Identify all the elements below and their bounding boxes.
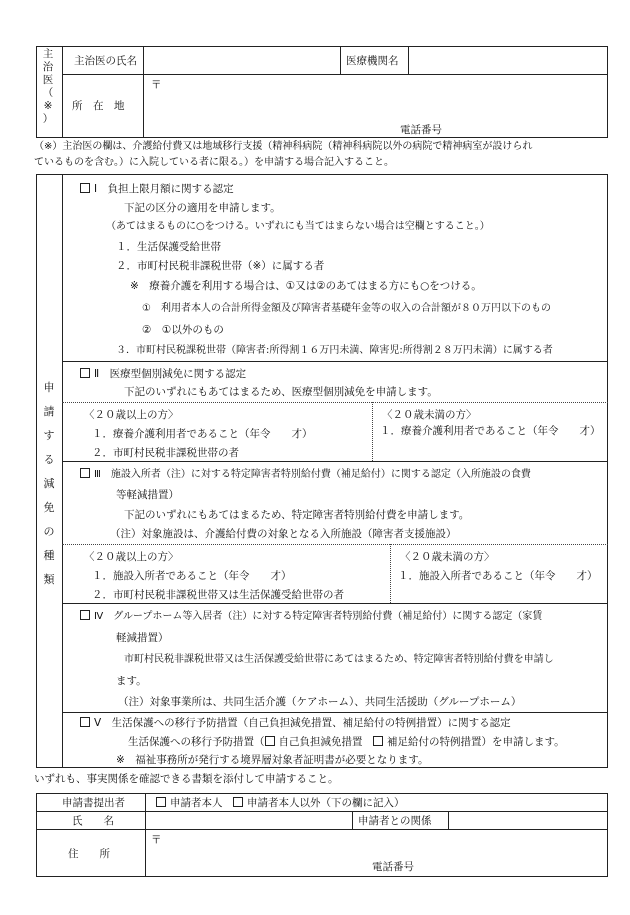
side-char: 請 — [43, 405, 55, 418]
s2-right-1: １．療養介護利用者であること（年令 才） — [380, 425, 601, 437]
institution-label: 医療機関名 — [346, 55, 399, 67]
side-char: の — [43, 525, 55, 538]
s1-line2: （あてはまるものに○をつける。いずれにも当てはまらない場合は空欄とすること。） — [106, 221, 490, 232]
section2-checkbox[interactable] — [80, 368, 90, 378]
section3-title[interactable]: Ⅲ 施設入所者（注）に対する特定障害者特別給付費（補足給付）に関する認定（入所施設の食費 — [80, 468, 531, 482]
reduction-footer-note: いずれも、事実関係を確認できる書類を添付して申請すること。 — [34, 773, 339, 785]
side-char: す — [43, 429, 55, 442]
doctor-note-line2: ているものを含む。）に入院している者に限る。）を申請する場合記入すること。 — [34, 157, 394, 168]
s3-right-1: １．施設入所者であること（年令 才） — [398, 570, 598, 582]
s4-line1: 市町村民税非課税世帯又は生活保護受給世帯にあてはまるため、特定障害者特別給付費を申請し — [124, 654, 554, 665]
s2-left-head: 〈２０歳以上の方〉 — [84, 409, 179, 421]
section1-checkbox[interactable] — [80, 183, 90, 193]
s3-left-head: 〈２０歳以上の方〉 — [84, 551, 179, 563]
s4-note: （注）対象事業所は、共同生活介護（ケアホーム）、共同生活援助（グループホーム） — [118, 696, 522, 708]
applicant-self-checkbox[interactable] — [156, 797, 166, 807]
relation-label: 申請者との関係 — [358, 815, 432, 827]
doctor-name-label: 主治医の氏名 — [74, 55, 137, 67]
submitter-name-label: 氏 名 — [72, 815, 114, 827]
side-char: ※ — [43, 100, 53, 112]
submitter-postal-mark: 〒 — [151, 834, 162, 846]
side-char: 免 — [43, 501, 55, 514]
section2-title[interactable]: Ⅱ 医療型個別減免に関する認定 — [80, 367, 246, 381]
side-char: 申 — [43, 381, 55, 394]
phone-label: 電話番号 — [400, 124, 442, 136]
side-char: 類 — [43, 573, 55, 586]
s3-line1: 下記のいずれにもあてはまるため、特定障害者特別給付費を申請します。 — [124, 509, 470, 521]
s3-right-head: 〈２０歳未満の方〉 — [400, 551, 495, 563]
side-char: 主 — [42, 48, 54, 60]
side-char: （ — [42, 87, 54, 99]
relation-field[interactable] — [449, 812, 607, 828]
s1-line8[interactable]: ３．市町村民税課税世帯（障害者:所得割１６万円未満、障害児:所得割２８万円未満）に属する者 — [116, 345, 553, 356]
side-char: る — [43, 453, 55, 466]
s1-line7[interactable]: ② ①以外のもの — [142, 324, 224, 336]
s5-line1: 生活保護への移行予防措置（ 自己負担減免措置 補足給付の特例措置）を申請します。 — [128, 736, 565, 748]
s3-left-2: ２．市町村民税非課税世帯又は生活保護受給世帯の者 — [92, 589, 344, 601]
submitter-options: 申請者本人 申請者本人以外（下の欄に記入） — [156, 796, 405, 810]
reduction-side-label — [41, 378, 57, 590]
side-char: 減 — [43, 477, 55, 490]
section5-title[interactable]: Ⅴ 生活保護への移行予防措置（自己負担減免措置、補足給付の特例措置）に関する認定 — [80, 716, 511, 730]
s3-note: （注）対象施設は、介護給付費の対象となる入所施設（障害者支援施設） — [110, 528, 457, 540]
s3-title2: 等軽減措置） — [116, 489, 179, 501]
side-char: 治 — [42, 61, 54, 73]
section1-title[interactable]: Ⅰ 負担上限月額に関する認定 — [80, 182, 234, 196]
s2-line1: 下記のいずれにもあてはまるため、医療型個別減免を申請します。 — [124, 386, 438, 398]
applicant-other-checkbox[interactable] — [233, 797, 243, 807]
s5-note: ※ 福祉事務所が発行する境界層対象者証明書が必要となります。 — [116, 754, 429, 766]
s1-line3[interactable]: １．生活保護受給世帯 — [116, 241, 221, 253]
doctor-side-label — [40, 48, 58, 126]
submitter-name-field[interactable] — [146, 812, 351, 828]
submitter-label: 申請書提出者 — [62, 797, 125, 809]
s2-left-1: １．療養介護利用者であること（年令 才） — [92, 428, 313, 440]
s1-line6[interactable]: ① 利用者本人の合計所得金額及び障害者基礎年金等の収入の合計額が８０万円以下のもの — [142, 303, 551, 314]
s1-line4[interactable]: ２．市町村民税非課税世帯（※）に属する者 — [116, 260, 325, 272]
self-pay-checkbox[interactable] — [265, 736, 275, 746]
doctor-name-field[interactable] — [144, 47, 339, 73]
section4-checkbox[interactable] — [80, 610, 90, 620]
side-char: ） — [42, 113, 54, 125]
side-char: 種 — [43, 549, 55, 562]
s1-line1: 下記の区分の適用を申請します。 — [124, 202, 281, 214]
section4-title[interactable]: Ⅳ グループホーム等入居者（注）に対する特定障害者特別給付費（補足給付）に関する認定（家賃 — [80, 610, 542, 624]
s2-left-2: ２．市町村民税非課税世帯の者 — [92, 447, 239, 459]
section5-checkbox[interactable] — [80, 717, 90, 727]
doctor-address-field[interactable] — [144, 75, 607, 137]
institution-field[interactable] — [409, 47, 607, 73]
s4-title2: 軽減措置） — [116, 632, 169, 644]
side-char: 医 — [42, 74, 54, 86]
postal-mark: 〒 — [151, 79, 162, 91]
section3-checkbox[interactable] — [80, 468, 90, 478]
address-label: 所 在 地 — [72, 100, 125, 112]
s1-line5: ※ 療養介護を利用する場合は、①又は②のあてはまる方にも○をつける。 — [130, 280, 482, 292]
submitter-phone-label: 電話番号 — [372, 861, 414, 873]
s4-line2: ます。 — [116, 675, 147, 687]
submitter-address-label: 住 所 — [68, 848, 110, 860]
supplement-checkbox[interactable] — [373, 736, 383, 746]
doctor-note-line1: （※）主治医の欄は、介護給付費又は地域移行支援（精神科病院（精神科病院以外の病院で精神病室が設けられ — [34, 141, 533, 152]
s3-left-1: １．施設入所者であること（年令 才） — [92, 570, 292, 582]
s2-right-head: 〈２０歳未満の方〉 — [382, 409, 477, 421]
